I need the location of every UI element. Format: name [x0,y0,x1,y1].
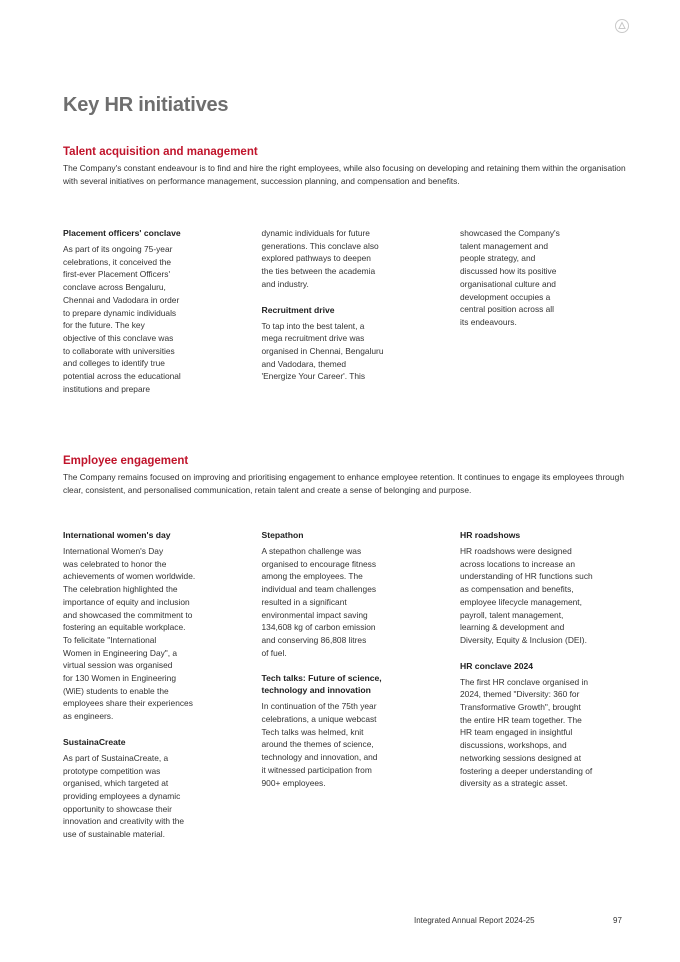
footer-page-number: 97 [613,916,622,925]
engagement-heading: Employee engagement [63,455,189,467]
stepathon-heading: Stepathon [261,530,304,540]
tech-talks-text: In continuation of the 75th year celebrations, a unique webcast Tech talks was helmed, knit around the themes of science, technology and innovation, and it witnessed participation from 900+ employees. [261,701,378,788]
hr-roadshows-text: HR roadshows were designed across locations to increase an understanding of HR functions such as compensation and benefits, employee lifecycle management, payroll, talent management, learning & development and Diversity, Equity & Inclusion (DEI). [460,546,593,645]
engagement-section [63,455,630,496]
footer-report-title: Integrated Annual Report 2024-25 [414,916,535,925]
hr-conclave-text: The first HR conclave organised in 2024, themed "Diversity: 360 for Transformative Growth", brought the entire HR team together. The HR team engaged in insightful discussions, workshops, and networking sessions designed at fostering a deeper understanding of diversity as a strategic asset. [460,676,593,789]
talent-intro: The Company's constant endeavour is to find and hire the right employees, while also focusing on developing and retaining them within the organisation with several initiatives on performance management, succession planning, and compensation and benefits. [63,163,626,186]
womens-day-text: International Women's Day was celebrated to honor the achievements of women worldwide. The celebration highlighted the importance of equity and inclusion and showcased the commitment to fostering an equitable workplace. To felicitate "International Women in Engineering Day", a virtual session was organised for 130 Women in Engineering (WiE) students to enable the employees share their experiences as engineers. [63,546,196,722]
engagement-intro: The Company remains focused on improving and prioritising engagement to enhance employee retention. It continues to engage its employees through clear, consistent, and personalised communication, retain talent and create a sense of belonging and purpose. [63,472,624,495]
corner-logo-icon [614,18,630,34]
hr-conclave-heading: HR conclave 2024 [460,660,534,671]
engagement-column-1 [63,529,233,841]
engagement-column-3 [460,529,630,841]
sustainacreate-heading: SustainaCreate [63,736,126,747]
talent-column-1 [63,227,233,395]
talent-heading: Talent acquisition and management [63,146,258,158]
engagement-column-2 [262,529,432,841]
sustainacreate-text: As part of SustainaCreate, a prototype competition was organised, which targeted at providing employees a dynamic opportunity to showcase their innovation and creativity with the use of sustainable material. [63,752,185,840]
recruitment-text-continued: showcased the Company's talent management and people strategy, and discussed how its positive organisational culture and development occupies a central position across all its endeavours. [460,228,560,327]
hr-roadshows-heading: HR roadshows [460,530,521,540]
talent-column-2 [262,227,432,395]
womens-day-heading: International women's day [63,530,171,540]
stepathon-text: A stepathon challenge was organised to encourage fitness among the employees. The individual and team challenges resulted in a significant environmental impact saving 134,608 kg of carbon emission and conserving 86,808 litres of fuel. [261,546,377,658]
engagement-columns [63,529,630,841]
talent-columns [63,227,630,395]
conclave-heading: Placement officers' conclave [63,228,181,238]
talent-section [63,146,630,187]
recruitment-heading: Recruitment drive [261,304,335,315]
tech-talks-heading: Tech talks: Future of science, technology and innovation [261,673,382,696]
page-title: Key HR initiatives [63,94,229,116]
conclave-text-continued: dynamic individuals for future generations. This conclave also explored pathways to deepen the ties between the academia and industry. [261,228,379,289]
talent-column-3 [460,227,630,395]
conclave-text: As part of its ongoing 75-year celebrations, it conceived the first-ever Placement Officers' conclave across Bengaluru, Chennai and Vadodara in order to prepare dynamic individuals for the future. The key objective of this conclave was to collaborate with universities and colleges to identify true potential across the educational institutions and prepare [63,244,181,394]
recruitment-text: To tap into the best talent, a mega recruitment drive was organised in Chennai, Bengaluru and Vadodara, themed 'Energize Your Career'. This [261,320,384,382]
